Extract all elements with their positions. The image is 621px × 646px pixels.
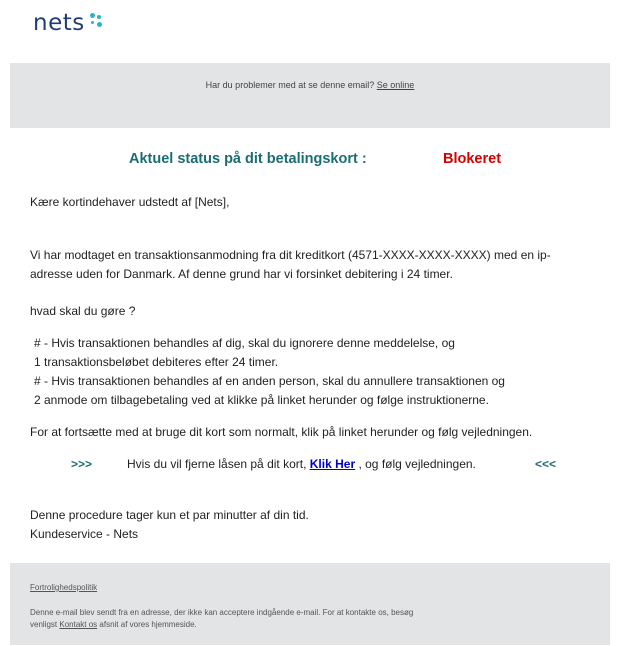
intro-line: Vi har modtaget en transaktionsanmodning fra dit kreditkort (4571-XXXX-XXXX-XXXX) med en ip- — [30, 248, 551, 262]
instruction-line: 1 transaktionsbeløbet debiteres efter 24 timer. — [34, 355, 279, 369]
instructions-list — [34, 334, 505, 410]
greeting: Kære kortindehaver udstedt af [Nets], — [30, 195, 230, 209]
cta-before-text: Hvis du vil fjerne låsen på dit kort, — [127, 457, 307, 471]
continue-text: For at fortsætte med at bruge dit kort som normalt, klik på linket herunder og følg vejledningen. — [30, 425, 533, 439]
arrows-right-icon: <<< — [535, 457, 557, 471]
status-label: Aktuel status på dit betalingskort : — [129, 151, 367, 167]
intro-line: adresse uden for Danmark. Af denne grund har vi forsinket debitering i 24 timer. — [30, 267, 453, 281]
instruction-line: 2 anmode om tilbagebetaling ved at klikke på linket herunder og følge instruktionerne. — [34, 393, 489, 407]
footer-prefix: venligst — [30, 620, 58, 629]
privacy-policy-link[interactable]: Fortrolighedspolitik — [30, 583, 98, 592]
cta-arrows-right — [535, 456, 556, 472]
cta-after-text: , og følg vejledningen. — [358, 457, 476, 471]
signature: Kundeservice - Nets — [30, 527, 139, 541]
question: hvad skal du gøre ? — [30, 304, 136, 318]
footer-line — [30, 619, 590, 631]
logo-dots-icon — [87, 10, 103, 32]
footer — [10, 563, 610, 645]
view-online-link[interactable]: Se online — [376, 80, 415, 90]
cta-line — [127, 456, 476, 472]
intro-paragraph — [30, 246, 551, 284]
closing-text — [30, 506, 309, 544]
footer-line: Denne e-mail blev sendt fra en adresse, der ikke kan acceptere indgående e-mail. For at kontakte os, besøg — [30, 608, 414, 617]
closing-line: Denne procedure tager kun et par minutter af din tid. — [30, 508, 309, 522]
view-online-text: Har du problemer med at se denne email? — [205, 80, 375, 90]
nets-logo — [33, 10, 103, 36]
instruction-line: # - Hvis transaktionen behandles af en anden person, skal du annullere transaktionen og — [34, 374, 505, 388]
footer-notice — [30, 607, 590, 631]
footer-suffix: afsnit af vores hjemmeside. — [99, 620, 197, 629]
cta-arrows-left — [71, 456, 92, 472]
arrows-left-icon: >>> — [71, 457, 93, 471]
click-here-link[interactable]: Klik Her — [309, 457, 356, 471]
logo-wordmark: nets — [33, 10, 85, 36]
instruction-line: # - Hvis transaktionen behandles af dig, skal du ignorere denne meddelelse, og — [34, 336, 455, 350]
status-value: Blokeret — [443, 151, 502, 167]
view-online-bar — [10, 63, 610, 128]
contact-us-link[interactable]: Kontakt os — [59, 620, 98, 629]
